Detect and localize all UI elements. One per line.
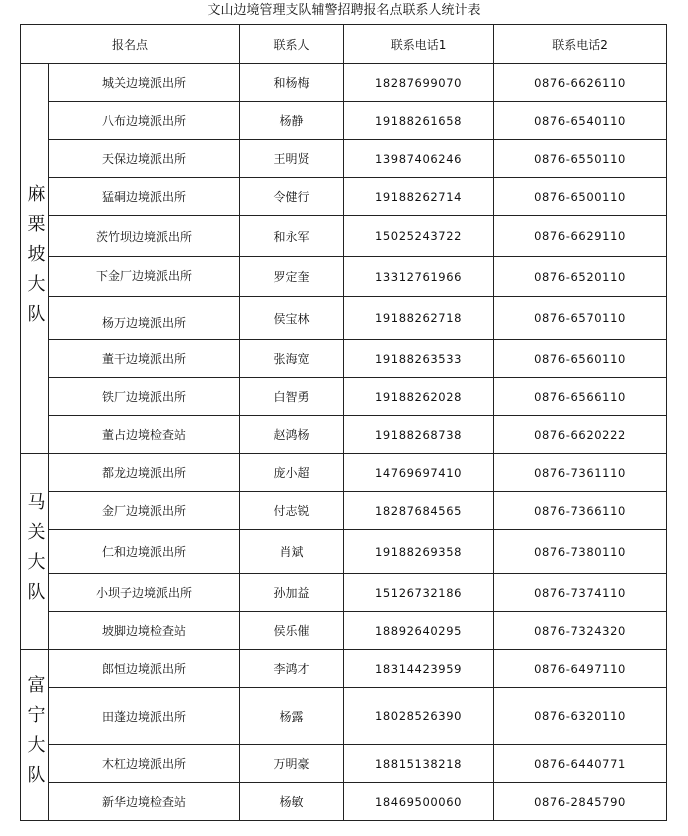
phone1-cell: 13312761966 <box>344 257 494 297</box>
station-cell: 下金厂边境派出所 <box>49 257 240 297</box>
table-row <box>21 102 667 140</box>
phone2-cell: 0876-7374110 <box>494 574 667 612</box>
station-cell: 坡脚边境检查站 <box>49 612 240 650</box>
header-phone1: 联系电话1 <box>344 25 494 64</box>
station-cell: 杨万边境派出所 <box>49 297 240 340</box>
page-title: 文山边境管理支队辅警招聘报名点联系人统计表 <box>207 3 481 18</box>
contact-cell: 侯宝林 <box>240 297 344 340</box>
group-name: 马关大队 <box>21 454 49 650</box>
phone1-cell: 18287699070 <box>344 64 494 102</box>
station-cell: 天保边境派出所 <box>49 140 240 178</box>
phone2-cell: 0876-6566110 <box>494 378 667 416</box>
table-row <box>21 688 667 745</box>
header-phone2: 联系电话2 <box>494 25 667 64</box>
phone2-cell: 0876-6320110 <box>494 688 667 745</box>
table-row <box>21 454 667 492</box>
contact-cell: 李鸿才 <box>240 650 344 688</box>
table-row <box>21 178 667 216</box>
contact-cell: 杨敏 <box>240 783 344 821</box>
station-cell: 金厂边境派出所 <box>49 492 240 530</box>
phone1-cell: 15126732186 <box>344 574 494 612</box>
phone1-cell: 18028526390 <box>344 688 494 745</box>
phone1-cell: 19188261658 <box>344 102 494 140</box>
phone1-cell: 18892640295 <box>344 612 494 650</box>
station-cell: 木杠边境派出所 <box>49 745 240 783</box>
phone1-cell: 18469500060 <box>344 783 494 821</box>
contact-cell: 庞小超 <box>240 454 344 492</box>
table-row <box>21 612 667 650</box>
phone2-cell: 0876-2845790 <box>494 783 667 821</box>
station-cell: 董干边境派出所 <box>49 340 240 378</box>
station-cell: 城关边境派出所 <box>49 64 240 102</box>
phone2-cell: 0876-6520110 <box>494 257 667 297</box>
phone1-cell: 18815138218 <box>344 745 494 783</box>
phone2-cell: 0876-6560110 <box>494 340 667 378</box>
table-row <box>21 216 667 257</box>
contact-cell: 王明贤 <box>240 140 344 178</box>
phone2-cell: 0876-7361110 <box>494 454 667 492</box>
contact-cell: 侯乐催 <box>240 612 344 650</box>
phone2-cell: 0876-6440771 <box>494 745 667 783</box>
contact-cell: 赵鸿杨 <box>240 416 344 454</box>
group-name: 麻栗坡大队 <box>21 64 49 454</box>
phone1-cell: 15025243722 <box>344 216 494 257</box>
phone2-cell: 0876-6550110 <box>494 140 667 178</box>
contact-cell: 杨露 <box>240 688 344 745</box>
table-row <box>21 574 667 612</box>
header-contact: 联系人 <box>240 25 344 64</box>
table-row <box>21 783 667 821</box>
table-row <box>21 64 667 102</box>
header-row <box>21 25 667 64</box>
contact-table <box>20 24 667 821</box>
station-cell: 都龙边境派出所 <box>49 454 240 492</box>
phone1-cell: 13987406246 <box>344 140 494 178</box>
contact-cell: 和杨梅 <box>240 64 344 102</box>
contact-cell: 孙加益 <box>240 574 344 612</box>
table-row <box>21 378 667 416</box>
station-cell: 田蓬边境派出所 <box>49 688 240 745</box>
table-row <box>21 530 667 574</box>
table-row <box>21 340 667 378</box>
table-row <box>21 745 667 783</box>
phone2-cell: 0876-6629110 <box>494 216 667 257</box>
contact-cell: 杨静 <box>240 102 344 140</box>
table-row <box>21 140 667 178</box>
phone1-cell: 19188263533 <box>344 340 494 378</box>
header-location: 报名点 <box>21 25 240 64</box>
table-row <box>21 650 667 688</box>
station-cell: 茨竹坝边境派出所 <box>49 216 240 257</box>
table-row <box>21 492 667 530</box>
phone2-cell: 0876-6500110 <box>494 178 667 216</box>
station-cell: 新华边境检查站 <box>49 783 240 821</box>
phone1-cell: 19188262714 <box>344 178 494 216</box>
phone2-cell: 0876-6620222 <box>494 416 667 454</box>
table-row <box>21 297 667 340</box>
phone1-cell: 18287684565 <box>344 492 494 530</box>
phone2-cell: 0876-7380110 <box>494 530 667 574</box>
contact-cell: 付志锐 <box>240 492 344 530</box>
phone2-cell: 0876-6540110 <box>494 102 667 140</box>
phone1-cell: 18314423959 <box>344 650 494 688</box>
phone1-cell: 19188262718 <box>344 297 494 340</box>
station-cell: 八布边境派出所 <box>49 102 240 140</box>
station-cell: 猛硐边境派出所 <box>49 178 240 216</box>
station-cell: 董占边境检查站 <box>49 416 240 454</box>
table-row <box>21 257 667 297</box>
station-cell: 小坝子边境派出所 <box>49 574 240 612</box>
contact-cell: 肖斌 <box>240 530 344 574</box>
phone2-cell: 0876-6497110 <box>494 650 667 688</box>
group-name: 富宁大队 <box>21 650 49 821</box>
phone1-cell: 14769697410 <box>344 454 494 492</box>
station-cell: 铁厂边境派出所 <box>49 378 240 416</box>
contact-cell: 张海宽 <box>240 340 344 378</box>
phone2-cell: 0876-7366110 <box>494 492 667 530</box>
phone2-cell: 0876-7324320 <box>494 612 667 650</box>
contact-cell: 罗定奎 <box>240 257 344 297</box>
phone1-cell: 19188268738 <box>344 416 494 454</box>
station-cell: 仁和边境派出所 <box>49 530 240 574</box>
contact-cell: 白智勇 <box>240 378 344 416</box>
phone2-cell: 0876-6626110 <box>494 64 667 102</box>
station-cell: 郎恒边境派出所 <box>49 650 240 688</box>
contact-cell: 万明豪 <box>240 745 344 783</box>
contact-cell: 令健行 <box>240 178 344 216</box>
table-row <box>21 416 667 454</box>
phone2-cell: 0876-6570110 <box>494 297 667 340</box>
phone1-cell: 19188262028 <box>344 378 494 416</box>
contact-cell: 和永军 <box>240 216 344 257</box>
phone1-cell: 19188269358 <box>344 530 494 574</box>
